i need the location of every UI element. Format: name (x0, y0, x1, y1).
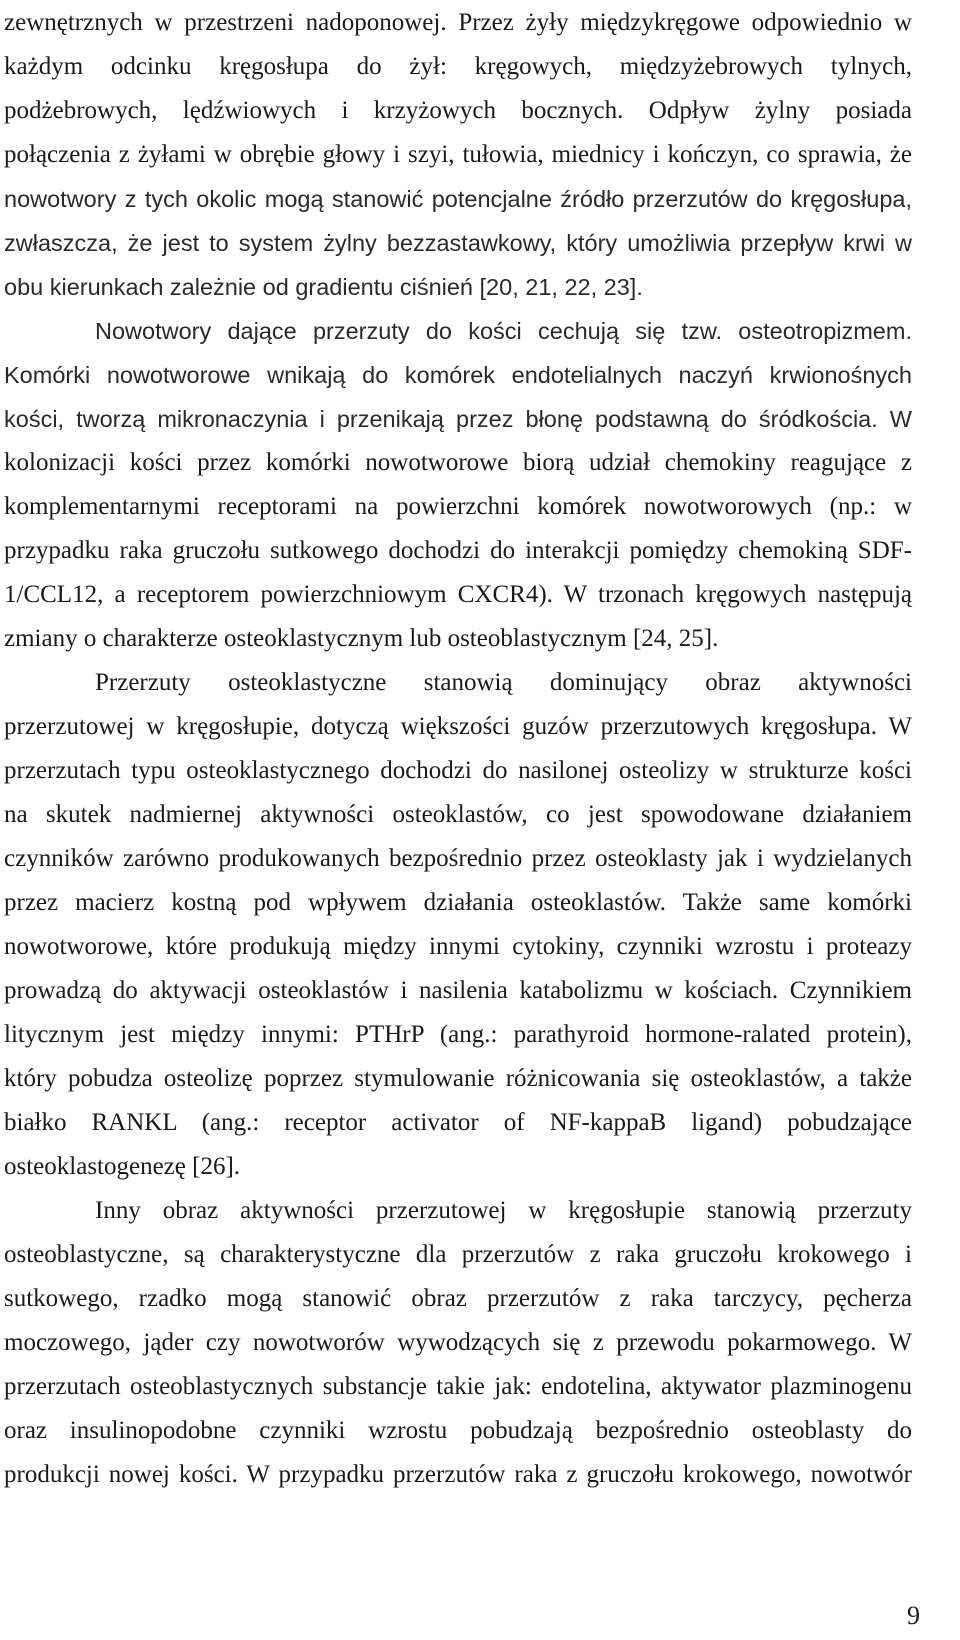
text-line: nowotworowe, które produkują między innymi cytokiny, czynniki wzrostu i proteazy (4, 933, 912, 960)
text-line: 1/CCL12, a receptorem powierzchniowym CXCR4). W trzonach kręgowych następują (4, 581, 912, 608)
text-line: osteoblastyczne, są charakterystyczne dla przerzutów z raka gruczołu krokowego i (4, 1241, 912, 1268)
text-line: oraz insulinopodobne czynniki wzrostu pobudzają bezpośrednio osteoblasty do (4, 1417, 912, 1444)
text-line: prowadzą do aktywacji osteoklastów i nasilenia katabolizmu w kościach. Czynnikiem (4, 977, 912, 1004)
text-line: podżebrowych, lędźwiowych i krzyżowych bocznych. Odpływ żylny posiada (4, 97, 912, 124)
text-line: przez macierz kostną pod wpływem działania osteoklastów. Także same komórki (4, 889, 912, 916)
text-line: komplementarnymi receptorami na powierzchni komórek nowotworowych (np.: w (4, 493, 912, 520)
text-line: obu kierunkach zależnie od gradientu ciśnień [20, 21, 22, 23]. (4, 274, 643, 300)
text-line: moczowego, jąder czy nowotworów wywodzących się z przewodu pokarmowego. W (4, 1329, 912, 1356)
text-line: osteoklastogenezę [26]. (4, 1153, 241, 1180)
text-line: białko RANKL (ang.: receptor activator of NF-kappaB ligand) pobudzające (4, 1109, 912, 1136)
text-line: nowotwory z tych okolic mogą stanowić potencjalne źródło przerzutów do kręgosłupa, (4, 186, 912, 212)
text-line: zwłaszcza, że jest to system żylny bezzastawkowy, który umożliwia przepływ krwi w (4, 230, 912, 256)
text-line: produkcji nowej kości. W przypadku przerzutów raka z gruczołu krokowego, nowotwór (4, 1461, 912, 1488)
text-line: każdym odcinku kręgosłupa do żył: kręgowych, międzyżebrowych tylnych, (4, 53, 912, 80)
page-number: 9 (907, 1601, 920, 1630)
text-line: przypadku raka gruczołu sutkowego dochodzi do interakcji pomiędzy chemokiną SDF- (4, 537, 912, 564)
text-line: Inny obraz aktywności przerzutowej w kręgosłupie stanowią przerzuty (95, 1197, 912, 1224)
text-line: kości, tworzą mikronaczynia i przenikają przez błonę podstawną do śródkościa. W (4, 406, 912, 432)
text-line: który pobudza osteolizę poprzez stymulowanie różnicowania się osteoklastów, a także (4, 1065, 912, 1092)
text-line: czynników zarówno produkowanych bezpośrednio przez osteoklasty jak i wydzielanych (4, 845, 912, 872)
text-line: zmiany o charakterze osteoklastycznym lub osteoblastycznym [24, 25]. (4, 625, 719, 652)
text-line: przerzutach osteoblastycznych substancje takie jak: endotelina, aktywator plazminogenu (4, 1373, 912, 1400)
text-line: zewnętrznych w przestrzeni nadoponowej. Przez żyły międzykręgowe odpowiednio w (4, 9, 912, 36)
text-line: połączenia z żyłami w obrębie głowy i szyi, tułowia, miednicy i kończyn, co sprawia, że (4, 141, 912, 168)
text-line: kolonizacji kości przez komórki nowotworowe biorą udział chemokiny reagujące z (4, 449, 912, 476)
text-line: Komórki nowotworowe wnikają do komórek endotelialnych naczyń krwionośnych (4, 362, 912, 388)
text-line: Przerzuty osteoklastyczne stanowią dominujący obraz aktywności (95, 669, 912, 696)
text-line: na skutek nadmiernej aktywności osteoklastów, co jest spowodowane działaniem (4, 801, 912, 828)
text-line: sutkowego, rzadko mogą stanowić obraz przerzutów z raka tarczycy, pęcherza (4, 1285, 912, 1312)
text-line: litycznym jest między innymi: PTHrP (ang.: parathyroid hormone-ralated protein), (4, 1021, 912, 1048)
text-line: przerzutowej w kręgosłupie, dotyczą większości guzów przerzutowych kręgosłupa. W (4, 713, 912, 740)
text-line: przerzutach typu osteoklastycznego dochodzi do nasilonej osteolizy w strukturze kości (4, 757, 912, 784)
text-line: Nowotwory dające przerzuty do kości cechują się tzw. osteotropizmem. (95, 318, 912, 344)
